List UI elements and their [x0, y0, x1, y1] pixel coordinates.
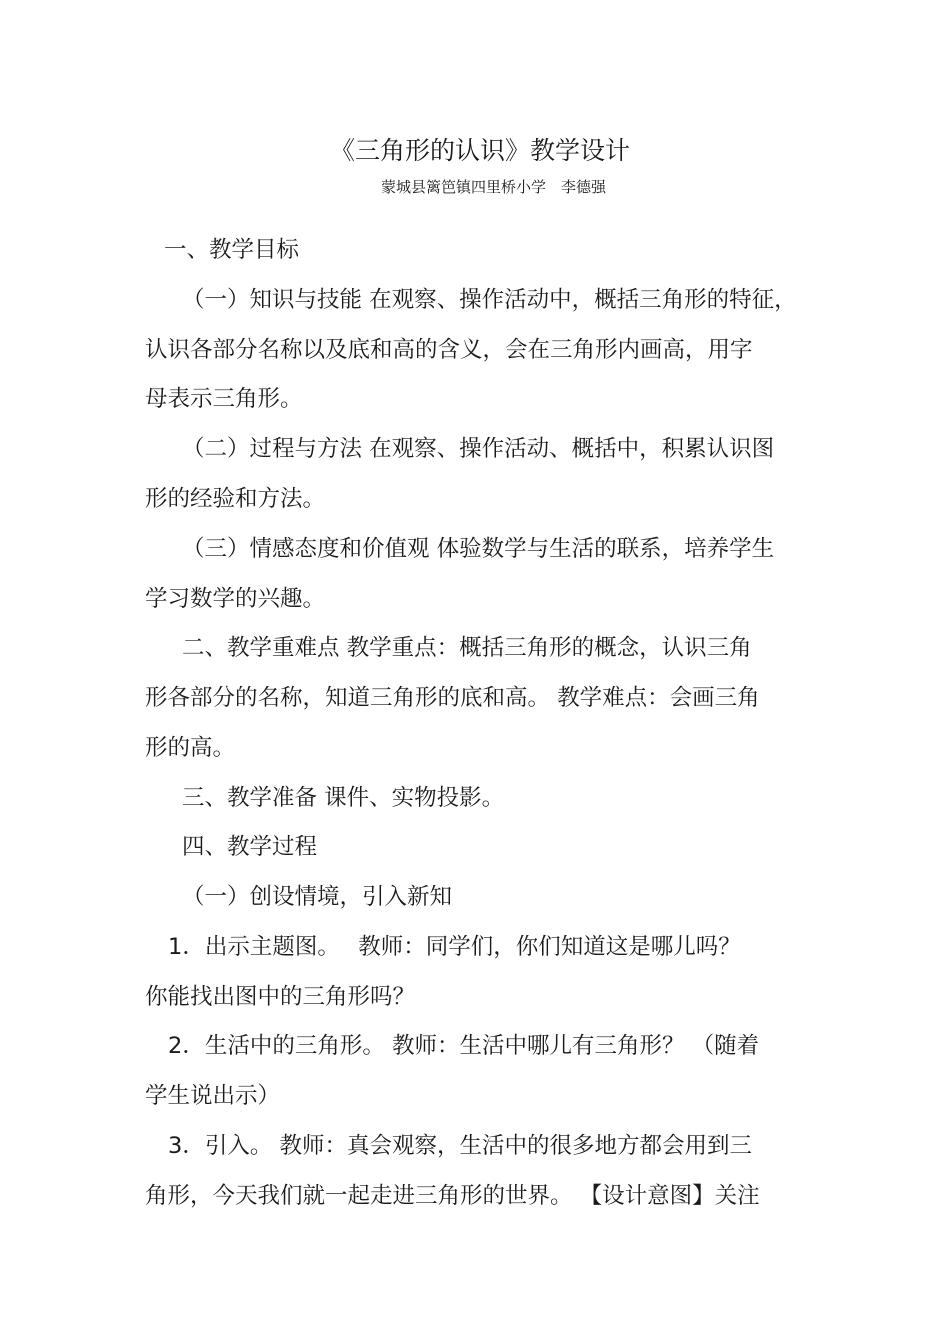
paragraph-line: 3．引入。 教师：真会观察，生活中的很多地方都会用到三: [168, 1133, 752, 1159]
paragraph-line: 1．出示主题图。 教师：同学们，你们知道这是哪儿吗？: [168, 934, 741, 960]
paragraph-line: 认识各部分名称以及底和高的含义，会在三角形内画高，用字: [145, 337, 753, 363]
paragraph-line: 形各部分的名称，知道三角形的底和高。 教学难点：会画三角: [145, 685, 760, 711]
paragraph-line: 二、教学重难点 教学重点：概括三角形的概念，认识三角: [182, 635, 752, 661]
subsection-heading: （一）创设情境，引入新知: [182, 884, 453, 910]
paragraph-line: 你能找出图中的三角形吗？: [145, 984, 416, 1010]
paragraph-line: 形的高。: [145, 735, 236, 761]
paragraph-line: 学习数学的兴趣。: [145, 586, 326, 612]
document-title: 《三角形的认识》教学设计: [329, 136, 630, 165]
paragraph-line: 形的经验和方法。: [145, 486, 326, 512]
paragraph-line: 学生说出示）: [145, 1083, 281, 1109]
section-heading-goals: 一、教学目标: [164, 237, 300, 263]
paragraph-line: （三）情感态度和价值观 体验数学与生活的联系，培养学生: [182, 536, 775, 562]
paragraph-line: 角形，今天我们就一起走进三角形的世界。 【设计意图】关注: [145, 1183, 760, 1209]
paragraph-line: 2．生活中的三角形。 教师：生活中哪儿有三角形？ （随着: [168, 1033, 760, 1059]
author-line: 蒙城县篱笆镇四里桥小学 李德强: [381, 178, 607, 196]
paragraph-line: 母表示三角形。: [145, 386, 303, 412]
section-heading-process: 四、教学过程: [182, 834, 318, 860]
section-heading-preparation: 三、教学准备 课件、实物投影。: [182, 785, 505, 811]
paragraph-line: （一）知识与技能 在观察、操作活动中，概括三角形的特征，: [182, 287, 797, 313]
paragraph-line: （二）过程与方法 在观察、操作活动、概括中，积累认识图: [182, 436, 775, 462]
